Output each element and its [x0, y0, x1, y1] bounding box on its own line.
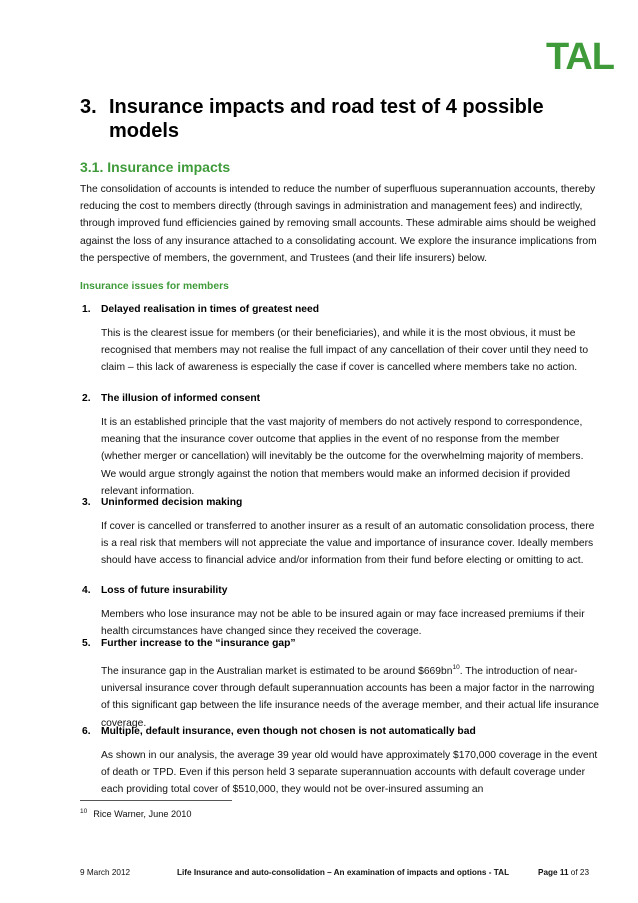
footnote-text: Rice Warner, June 2010 — [93, 809, 192, 819]
heading-number: 3. — [80, 96, 97, 118]
item-body: If cover is cancelled or transferred to another insurer as a result of an automatic consolidation process, there is a real risk that members will not appreciate the value and importance of insurance cover. Ideally members should have access to financial advice and/or information from their fund before electing or omitting to act. — [101, 521, 595, 567]
tal-logo — [543, 34, 618, 76]
footer-page-total: of 23 — [570, 868, 590, 877]
item-number: 4. — [82, 585, 91, 596]
item-title: Multiple, default insurance, even though not chosen is not automatically bad — [101, 726, 476, 737]
footnote-ref: 10 — [452, 664, 460, 671]
item-number: 1. — [82, 304, 91, 315]
item-body: As shown in our analysis, the average 39 year old would have approximately $170,000 coverage in the event of death or TPD. Even if this person held 3 separate superannuation accounts with default coverage under each providing total cover of $510,000, they would not be over-insured assuming an — [101, 750, 598, 796]
footnote — [80, 808, 191, 819]
item-title: Loss of future insurability — [101, 585, 228, 596]
item-number: 5. — [82, 638, 91, 649]
item-number: 3. — [82, 497, 91, 508]
footer-page-number: 11 — [559, 868, 569, 877]
item-title: Further increase to the “insurance gap” — [101, 638, 296, 649]
footer-title: Life Insurance and auto-consolidation – An examination of impacts and options - TAL — [177, 868, 510, 877]
intro-paragraph: The consolidation of accounts is intended to reduce the number of superfluous superannuation accounts, thereby reducing the cost to members directly (through savings in administration and management fees) and indirectly, through improved fund efficiencies gained by removing small accounts. These admirable aims should be weighed against the loss of any insurance attached to a consolidating account. We explore the insurance implications from the perspective of members, the government, and Trustees (and their life insurers) below. — [80, 184, 597, 264]
item-title: Delayed realisation in times of greatest need — [101, 304, 320, 315]
item-title: Uninformed decision making — [101, 497, 243, 508]
footnote-number: 10 — [80, 808, 88, 815]
item-body: Members who lose insurance may not be able to be insured again or may face increased premiums if their health circumstances have changed since they received the coverage. — [101, 609, 585, 638]
item-body — [101, 659, 601, 732]
footer-page-prefix: Page — [538, 868, 558, 877]
item-number: 6. — [82, 726, 91, 737]
section-title: 3.1. Insurance impacts — [80, 159, 231, 175]
item-title: The illusion of informed consent — [101, 393, 261, 404]
item-body-text: . The introduction of near-universal insurance cover through default superannuation accounts has been a major factor in the narrowing of this significant gap between the life insurance needs of the average member, and their actual life insurance coverage. — [101, 666, 599, 729]
item-body: It is an established principle that the vast majority of members do not actively respond to correspondence, meaning that the insurance cover outcome that applies in the event of no response from the member (whether merger or cancellation) will inevitably be the outcome for the overwhelming majority of members. We would argue strongly against the notion that members would make an informed decision if provided relevant information. — [101, 417, 584, 497]
footnote-divider — [80, 800, 232, 801]
subheading: Insurance issues for members — [80, 281, 229, 292]
footer-page — [538, 868, 589, 877]
heading-text: Insurance impacts and road test of 4 possible models — [109, 96, 544, 142]
item-number: 2. — [82, 393, 91, 404]
item-body: This is the clearest issue for members (or their beneficiaries), and while it is the most obvious, it must be recognised that members may not realise the full impact of any cancellation of their cover until they need to claim – this lack of awareness is especially the case if cover is cancelled where members take no action. — [101, 328, 589, 374]
tal-logo-text: TAL — [545, 36, 615, 76]
footer-date: 9 March 2012 — [80, 868, 131, 877]
item-body-text: The insurance gap in the Australian market is estimated to be around $669bn — [101, 666, 453, 677]
